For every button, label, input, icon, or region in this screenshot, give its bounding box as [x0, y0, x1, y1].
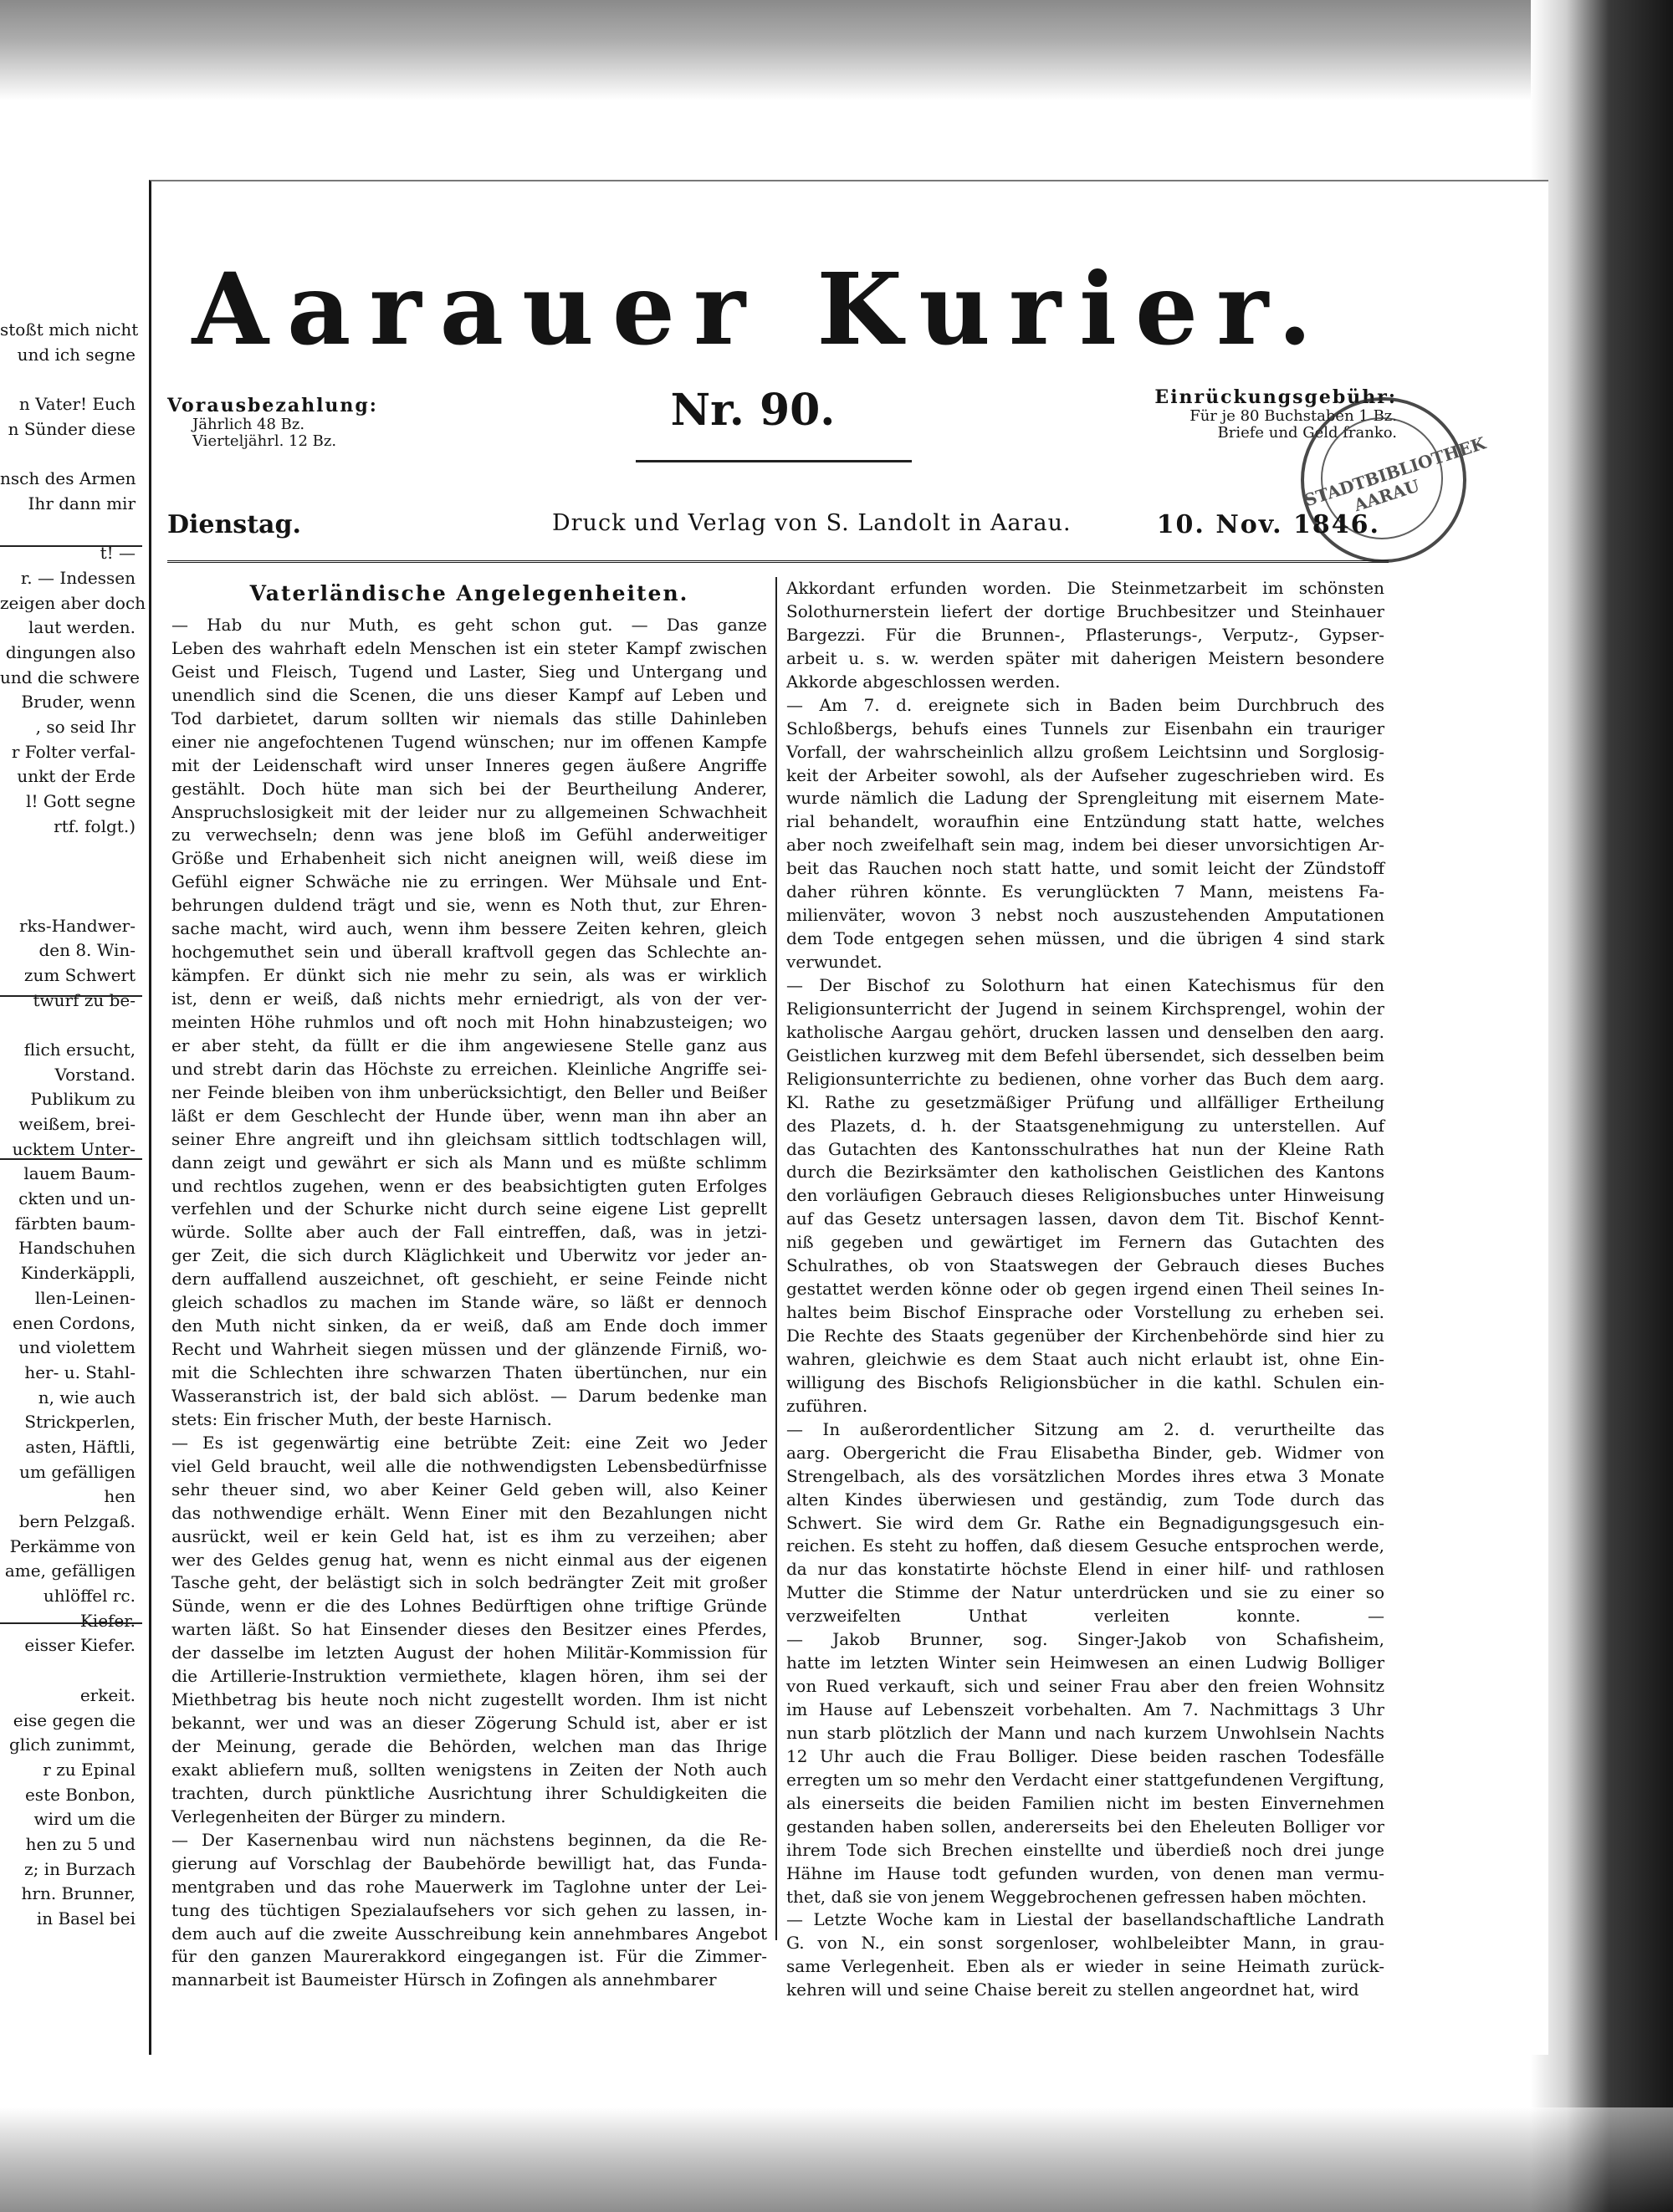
- text-line: im Hause auf Lebenszeit vorbehalten. Am 7. Nachmittags 3 Uhr: [786, 1699, 1384, 1719]
- text-line: reichen. Es steht zu hoffen, daß diesem Gesuche entsprochen werde,: [786, 1535, 1384, 1556]
- newspaper-title: Aarauer Kurier.: [192, 251, 1331, 367]
- text-line: Hähne im Hause todt gefunden wurden, von denen man vermu-: [786, 1862, 1384, 1883]
- text-line: einer nie angefochtenen Tugend wünschen; nur im offenen Kampfe: [171, 731, 767, 752]
- text-line: Strickperlen,: [24, 1412, 136, 1433]
- text-line: twurf zu be-: [33, 989, 136, 1010]
- text-line: dann zeigt und gewährt er sich als Mann und es müßte schlimm: [171, 1152, 767, 1172]
- text-line: Religionsunterrichte zu bedienen, ohne vorher das Buch dem aarg.: [786, 1068, 1384, 1089]
- text-line: r Folter verfal-: [11, 741, 136, 762]
- text-line: und die schwere: [0, 667, 141, 687]
- text-line: niß gegeben und gewärtiget im Fernern das Gutachten des: [786, 1232, 1384, 1253]
- text-line: willigung des Bischofs Religionsbücher in die kathl. Schulen ein-: [786, 1372, 1384, 1392]
- text-line: Miethbetrag bis heute noch nicht zugestellt worden. Ihm ist nicht: [171, 1689, 767, 1710]
- weekday: Dienstag.: [167, 510, 301, 539]
- insertion-heading: Einrückungsgebühr:: [1154, 386, 1397, 408]
- text-line: ist, denn er weiß, daß nichts mehr erniedrigt, als von der ver-: [171, 989, 767, 1009]
- text-line: — Jakob Brunner, sog. Singer-Jakob von Schafisheim,: [786, 1629, 1384, 1650]
- text-line: ausrückt, weil er kein Geld hat, ist es ihm zu verzeihen; aber: [171, 1525, 767, 1546]
- text-line: — Hab du nur Muth, es geht schon gut. — Das ganze: [171, 615, 767, 635]
- text-line: läßt er dem Geschlecht der Hunde über, wenn man ihn aber an: [171, 1105, 767, 1126]
- article-column-right: [786, 577, 1384, 2000]
- text-line: Vorstand.: [54, 1064, 136, 1085]
- text-line: Geist und Fleisch, Tugend und Laster, Sieg und Untergang und: [171, 661, 767, 682]
- text-line: haltes beim Bischof Einsprache oder Vorstellung zu erheben sei.: [786, 1302, 1384, 1323]
- text-line: und ich segne: [17, 344, 136, 365]
- text-line: Recht und Wahrheit siegen müssen und der glänzende Firniß, wo-: [171, 1339, 767, 1360]
- text-line: dem Tode entgegen sehen müssen, und die übrigen 4 sind stark: [786, 928, 1384, 949]
- text-line: den 8. Win-: [38, 940, 136, 961]
- text-line: uhlöffel rc.: [43, 1586, 136, 1607]
- text-line: das Gutachten des Kantonsschulrathes hat nun der Kleine Rath: [786, 1138, 1384, 1159]
- text-line: tung des tüchtigen Spezialaufsehers vor sich gehen zu lassen, in-: [171, 1899, 767, 1920]
- left-rule-b: [0, 995, 142, 997]
- text-line: katholische Aargau gehört, drucken lassen und denselben den aarg.: [786, 1021, 1384, 1042]
- text-line: thet, daß sie von jenem Weggebrochenen gefressen haben möchten.: [786, 1886, 1367, 1907]
- text-line: mentgraben und das rohe Mauerwerk im Taglohne unter der Lei-: [171, 1876, 767, 1897]
- text-line: da nur das konstatirte höchste Elend in einer hilf- und rathlosen: [786, 1559, 1384, 1580]
- text-line: Bruder, wenn: [21, 692, 136, 713]
- previous-page-column: [0, 318, 146, 1932]
- text-line: verfehlen und der Schurke nicht durch seine eigene List geprellt: [171, 1198, 767, 1219]
- text-line: Ihr dann mir: [28, 493, 136, 513]
- text-line: erkeit.: [79, 1684, 136, 1705]
- text-line: Mutter die Stimme der Natur unterdrücken und sie zu einer so: [786, 1582, 1384, 1603]
- text-line: — In außerordentlicher Sitzung am 2. d. verurtheilte das: [786, 1418, 1384, 1439]
- text-line: r zu Epinal: [43, 1759, 136, 1780]
- text-line: warten läßt. So hat Einsender dieses den Besitzer eines Pferdes,: [171, 1619, 767, 1640]
- subscription-yearly: Jährlich 48 Bz.: [192, 416, 305, 433]
- text-line: Verlegenheiten der Bürger zu mindern.: [171, 1806, 506, 1826]
- text-line: mit die Schlechten ihre schwarzen Thaten übertünchen, nur ein: [171, 1362, 767, 1382]
- text-line: — Am 7. d. ereignete sich in Baden beim Durchbruch des: [786, 694, 1384, 715]
- text-line: flich ersucht,: [23, 1039, 136, 1060]
- text-line: gierung auf Vorschlag der Baubehörde bewilligt hat, das Funda-: [171, 1852, 767, 1873]
- text-line: unkt der Erde: [17, 766, 136, 787]
- text-line: Anspruchslosigkeit mit der leider nur zu allgemeinen Schwachheit: [171, 801, 767, 822]
- text-line: rks-Handwer-: [18, 915, 136, 936]
- left-rule-a: [0, 545, 142, 547]
- text-line: wer des Geldes genug hat, wenn es nicht einmal aus der eigenen: [171, 1549, 767, 1570]
- text-line: meinten Höhe ruhmlos und oft noch mit Hohn hinabzusteigen; wo: [171, 1011, 767, 1032]
- text-line: ucktem Unter-: [12, 1138, 136, 1159]
- text-line: ihrem Tode sich Brechen einstellte und überdieß noch drei junge: [786, 1839, 1384, 1860]
- text-line: nsch des Armen: [0, 468, 136, 489]
- text-line: um gefälligen: [19, 1461, 136, 1482]
- text-line: Akkorde abgeschlossen werden.: [786, 671, 1061, 692]
- text-line: Schwert. Sie wird dem Gr. Rathe ein Begnadigungsgesuch ein-: [786, 1512, 1384, 1533]
- text-line: seiner Ehre angreift und ihn gleichsam sittlich todtschlagen will,: [171, 1128, 767, 1149]
- text-line: Perkämme von: [9, 1535, 136, 1556]
- text-line: [0, 442, 142, 467]
- text-line: der dasselbe im letzten August der hohen Militär-Kommission für: [171, 1642, 767, 1663]
- text-line: n Vater! Euch: [18, 394, 136, 415]
- text-line: kämpfen. Er dünkt sich nie mehr zu sein, als was er wirklich: [171, 965, 767, 986]
- text-line: [0, 1658, 142, 1683]
- left-rule-c: [0, 1158, 142, 1160]
- text-line: [0, 367, 142, 392]
- text-line: [0, 864, 142, 889]
- text-line: wurde nämlich die Ladung der Sprengleitung mit eisernem Mate-: [786, 788, 1384, 809]
- text-line: gestanden haben sollen, andererseits bei den Eheleuten Bolliger vor: [786, 1816, 1384, 1837]
- text-line: Kl. Rathe zu gesetzmäßiger Prüfung und allfälliger Ertheilung: [786, 1091, 1384, 1112]
- text-line: kehren will und seine Chaise bereit zu stellen angeordnet hat, wird: [786, 1980, 1359, 2000]
- text-line: gleich schadlos zu machen im Stande wäre, so läßt er dennoch: [171, 1292, 767, 1313]
- text-line: wahren, gleichwie es dem Staat auch nicht erlaubt ist, ohne Ein-: [786, 1348, 1384, 1369]
- text-line: daher rühren könnte. Es verunglückten 7 Mann, meistens Fa-: [786, 881, 1384, 902]
- text-line: z; in Burzach: [24, 1858, 136, 1879]
- text-line: dem auch auf die zweite Ausschreibung kein annehmbares Angebot: [171, 1923, 767, 1944]
- text-line: zeigen aber doch: [0, 592, 146, 613]
- scan-shadow-bottom: [0, 2107, 1673, 2212]
- text-line: Größe und Erhabenheit sich nicht aneignen will, weiß diese im: [171, 848, 767, 869]
- text-line: bekannt, wer und was an dieser Zögerung Schuld ist, aber er ist: [171, 1713, 767, 1734]
- text-line: aber noch zweifelhaft sein mag, indem bei dieser unvorsichtigen Ar-: [786, 835, 1384, 856]
- section-title: Vaterländische Angelegenheiten.: [249, 581, 689, 605]
- text-line: enen Cordons,: [12, 1312, 136, 1333]
- text-line: zum Schwert: [23, 964, 136, 985]
- text-line: trachten, durch pünktliche Ausrichtung ihrer Schuldigkeiten die: [171, 1782, 767, 1803]
- text-line: exakt abliefern muß, sollten wenigstens in Zeiten der Noth auch: [171, 1759, 767, 1780]
- text-line: und strebt darin das Höchste zu erreichen. Kleinliche Angriffe sei-: [171, 1058, 767, 1079]
- text-line: würde. Sollte aber auch der Fall eintreffen, daß, was in jetzi-: [171, 1222, 767, 1243]
- text-line: bern Pelzgaß.: [18, 1511, 136, 1531]
- issue-date: 10. Nov. 1846.: [1156, 510, 1380, 539]
- article-column-left: [171, 577, 767, 1990]
- text-line: — Es ist gegenwärtig eine betrübte Zeit: eine Zeit wo Jeder: [171, 1432, 767, 1453]
- text-line: Solothurnerstein liefert der dortige Bruchbesitzer und Steinhauer: [786, 600, 1384, 621]
- text-line: rial behandelt, woraufhin eine Entzündung statt hatte, welches: [786, 811, 1384, 832]
- issue-number-rule: [636, 460, 912, 462]
- text-line: wird um die: [33, 1809, 136, 1830]
- text-line: sache macht, wird auch, wenn ihm bessere Zeiten kehren, gleich: [171, 918, 767, 939]
- text-line: Publikum zu: [30, 1089, 136, 1110]
- subscription-quarterly: Vierteljährl. 12 Bz.: [192, 432, 337, 450]
- text-line: Wasseranstrich ist, der bald sich ablöst. — Darum bedenke man: [171, 1385, 767, 1406]
- text-line: der Meinung, gerade die Behörden, welchen man das Ihrige: [171, 1736, 767, 1756]
- text-line: den Muth nicht sinken, da er weiß, daß am Ende doch immer: [171, 1315, 767, 1336]
- text-line: ame, gefälligen: [4, 1561, 136, 1581]
- text-line: dingungen also: [5, 641, 136, 662]
- text-line: Kiefer.: [79, 1610, 136, 1631]
- text-line: same Verlegenheit. Eben als er wieder in seine Heimath zurück-: [786, 1956, 1384, 1977]
- text-line: aarg. Obergericht die Frau Elisabetha Binder, geb. Widmer von: [786, 1442, 1384, 1463]
- text-line: Leben des wahrhaft edeln Menschen ist ein steter Kampf zwischen: [171, 637, 767, 658]
- text-line: llen-Leinen-: [34, 1287, 136, 1308]
- text-line: verwundet.: [786, 952, 883, 972]
- text-line: färbten baum-: [14, 1213, 136, 1234]
- header-rule: [167, 560, 1389, 563]
- text-line: [0, 1013, 142, 1038]
- text-line: Schulrathes, ob von Staatswegen der Gebrauch dieses Buches: [786, 1255, 1384, 1276]
- text-line: Akkordant erfunden worden. Die Steinmetzarbeit im schönsten: [786, 578, 1384, 598]
- text-line: des Plazets, d. h. der Staatsgenehmigung zu unterstellen. Auf: [786, 1115, 1384, 1136]
- text-line: arbeit u. s. w. werden später mit daherigen Meistern besondere: [786, 647, 1384, 668]
- text-line: rtf. folgt.): [54, 815, 136, 836]
- text-line: Sünde, wenn er die des Lohnes Bedürftigen ohne triftige Gründe: [171, 1596, 767, 1617]
- text-line: gestählt. Doch hüte man sich bei der Beurtheilung Anderer,: [171, 778, 767, 799]
- text-line: von Rued verkauft, sich und seiner Frau aber den freien Wohnsitz: [786, 1676, 1384, 1697]
- text-line: Vorfall, der wahrscheinlich allzu großem Leichtsinn und Sorglosig-: [786, 741, 1384, 762]
- text-line: ckten und un-: [18, 1188, 136, 1209]
- text-line: Geistlichen kurzweg mit dem Befehl übersendet, sich desselben beim: [786, 1045, 1384, 1065]
- text-line: Gefühl eigner Schwäche nie zu erringen. Wer Mühsale und Ent-: [171, 871, 767, 892]
- text-line: hatte im letzten Winter sein Heimwesen an einen Ludwig Bolliger: [786, 1653, 1384, 1673]
- text-line: mit der Leidenschaft wird unser Inneres gegen äußere Angriffe: [171, 754, 767, 775]
- text-line: die Artillerie-Instruktion vermiethete, klagen hören, ihm sei der: [171, 1666, 767, 1687]
- subscription-box: [167, 395, 418, 450]
- text-line: Handschuhen: [18, 1238, 136, 1259]
- text-line: stets: Ein frischer Muth, der beste Harnisch.: [171, 1408, 552, 1429]
- text-line: n, wie auch: [38, 1387, 136, 1407]
- text-line: viel Geld braucht, weil alle die nothwendigsten Lebensbedürfnisse: [171, 1455, 767, 1476]
- text-line: für den ganzen Maurerakkord eingegangen ist. Für die Zimmer-: [171, 1946, 767, 1967]
- library-stamp-text: STADTBIBLIOTHEK AARAU: [1302, 432, 1488, 516]
- text-line: G. von N., ein sonst sorgenloser, wohlbeleibter Mann, in grau-: [786, 1933, 1384, 1954]
- text-line: glich zunimmt,: [8, 1734, 136, 1755]
- subscription-heading: Vorausbezahlung:: [167, 395, 378, 416]
- text-line: este Bonbon,: [24, 1784, 136, 1805]
- text-line: milienväter, wovon 3 nebst noch auszustehenden Amputationen: [786, 905, 1384, 926]
- text-line: — Der Kasernenbau wird nun nächstens beginnen, da die Re-: [171, 1829, 767, 1850]
- text-line: — Der Bischof zu Solothurn hat einen Katechismus für den: [786, 974, 1384, 995]
- text-line: nun starb plötzlich der Mann und nach kurzem Unwohlsein Nachts: [786, 1722, 1384, 1743]
- text-line: Die Rechte des Staats gegenüber der Kirchenbehörde sind hier zu: [786, 1326, 1384, 1346]
- text-line: 12 Uhr auch die Frau Bolliger. Diese beiden raschen Todesfälle: [786, 1745, 1384, 1766]
- text-line: lauem Baum-: [23, 1163, 136, 1184]
- text-line: Strengelbach, als des vorsätzlichen Mordes ihres etwa 3 Monate: [786, 1465, 1384, 1486]
- text-line: auf das Gesetz untersagen lassen, davon dem Tit. Bischof Kennt-: [786, 1208, 1384, 1229]
- insertion-rate: Für je 80 Buchstaben 1 Bz.: [1190, 407, 1397, 425]
- text-line: alten Kindes überwiesen und geständig, zum Tode durch das: [786, 1489, 1384, 1510]
- text-line: t! —: [100, 543, 136, 564]
- text-line: [0, 517, 142, 542]
- scan-shadow-right: [1531, 0, 1673, 2212]
- text-line: gestattet werden könne oder ob gegen irgend einen Theil seines In-: [786, 1279, 1384, 1300]
- text-line: Kinderkäppli,: [20, 1263, 136, 1284]
- text-line: Bargezzi. Für die Brunnen-, Pflasterungs-, Verputz-, Gypser-: [786, 624, 1384, 645]
- text-line: dern auffallend auszeichnet, oft geschieht, er seine Feinde nicht: [171, 1269, 767, 1290]
- text-line: sehr theuer sind, wo aber Keiner Geld geben will, also Keiner: [171, 1479, 767, 1499]
- text-line: Schloßbergs, behufs eines Tunnels zur Eisenbahn ein trauriger: [786, 718, 1384, 738]
- text-line: her- u. Stahl-: [24, 1361, 136, 1382]
- text-line: — Letzte Woche kam in Liestal der basellandschaftliche Landrath: [786, 1909, 1384, 1930]
- text-line: und violettem: [18, 1337, 136, 1358]
- scan-shadow-top: [0, 0, 1673, 100]
- text-line: weißem, brei-: [18, 1114, 136, 1134]
- insertion-note: Briefe und Geld franko.: [1217, 424, 1397, 442]
- text-line: l! Gott segne: [26, 791, 136, 812]
- text-line: zu verwechseln; denn was jene bloß im Gefühl anderweitiger: [171, 825, 767, 845]
- text-line: [0, 889, 142, 914]
- dateline: [167, 510, 1380, 544]
- issue-number: Nr. 90.: [670, 385, 836, 436]
- text-line: beit das Rauchen noch statt hatte, und somit leicht der Zündstoff: [786, 858, 1384, 879]
- text-line: hochgemuthet sein und überall kraftvoll gegen das Schlechte an-: [171, 942, 767, 963]
- text-line: verzweifelten Unthat verleiten konnte. —: [786, 1606, 1384, 1627]
- text-line: als einerseits die beiden Familien nicht im besten Einvernehmen: [786, 1792, 1384, 1813]
- text-line: eise gegen die: [13, 1709, 136, 1730]
- text-line: Tasche geht, der belästigt sich in solch bedrängter Zeit mit großer: [171, 1572, 767, 1593]
- text-line: hen: [104, 1486, 136, 1507]
- text-line: ger Zeit, die sich durch Kläglichkeit und Uberwitz vor jeder an-: [171, 1245, 767, 1266]
- text-line: n Sünder diese: [8, 418, 136, 439]
- text-line: Religionsunterricht der Jugend in seinem Kirchsprengel, wohin der: [786, 998, 1384, 1019]
- text-line: keit der Arbeiter sowohl, als der Aufseher zugeschrieben wird. Es: [786, 764, 1384, 785]
- text-line: er aber steht, da füllt er die ihm angewiesene Stelle ganz aus: [171, 1034, 767, 1055]
- text-line: eisser Kiefer.: [24, 1635, 136, 1656]
- text-line: erregten um so mehr den Verdacht einer stattgefundenen Vergiftung,: [786, 1769, 1384, 1790]
- text-line: , so seid Ihr: [35, 717, 136, 737]
- text-line: r. — Indessen: [20, 567, 136, 588]
- text-line: und rechtlos zugehen, wenn er des beabsichtigten guten Erfolges: [171, 1175, 767, 1196]
- printer-imprint: Druck und Verlag von S. Landolt in Aarau.: [552, 510, 1072, 536]
- text-line: [0, 839, 142, 864]
- text-line: Tod darbietet, darum sollten wir niemals das stille Dahinleben: [171, 708, 767, 728]
- text-line: hrn. Brunner,: [21, 1883, 136, 1904]
- text-line: durch die Bezirksämter den katholischen Geistlichen des Kantons: [786, 1162, 1384, 1183]
- text-line: behrungen duldend trägt und sie, wenn es Noth thut, zur Ehren-: [171, 895, 767, 916]
- left-rule-d: [0, 1622, 142, 1624]
- text-line: in Basel bei: [36, 1908, 136, 1928]
- column-divider: [775, 577, 777, 1940]
- text-line: ner Feinde bleiben von ihm unberücksichtigt, den Beller und Beißer: [171, 1081, 767, 1102]
- text-line: stoßt mich nicht: [0, 319, 139, 340]
- text-line: hen zu 5 und: [25, 1833, 136, 1854]
- text-line: den vorläufigen Gebrauch dieses Religionsbuches unter Hinweisung: [786, 1185, 1384, 1206]
- text-line: das nothwendige erhält. Wenn Einer mit den Bezahlungen nicht: [171, 1502, 767, 1523]
- text-line: unendlich sind die Scenen, die uns dieser Kampf auf Leben und: [171, 684, 767, 705]
- text-line: laut werden.: [28, 617, 136, 638]
- text-line: zuführen.: [786, 1395, 868, 1416]
- text-line: asten, Häftli,: [25, 1436, 136, 1457]
- text-line: mannarbeit ist Baumeister Hürsch in Zofingen als annehmbarer: [171, 1969, 717, 1990]
